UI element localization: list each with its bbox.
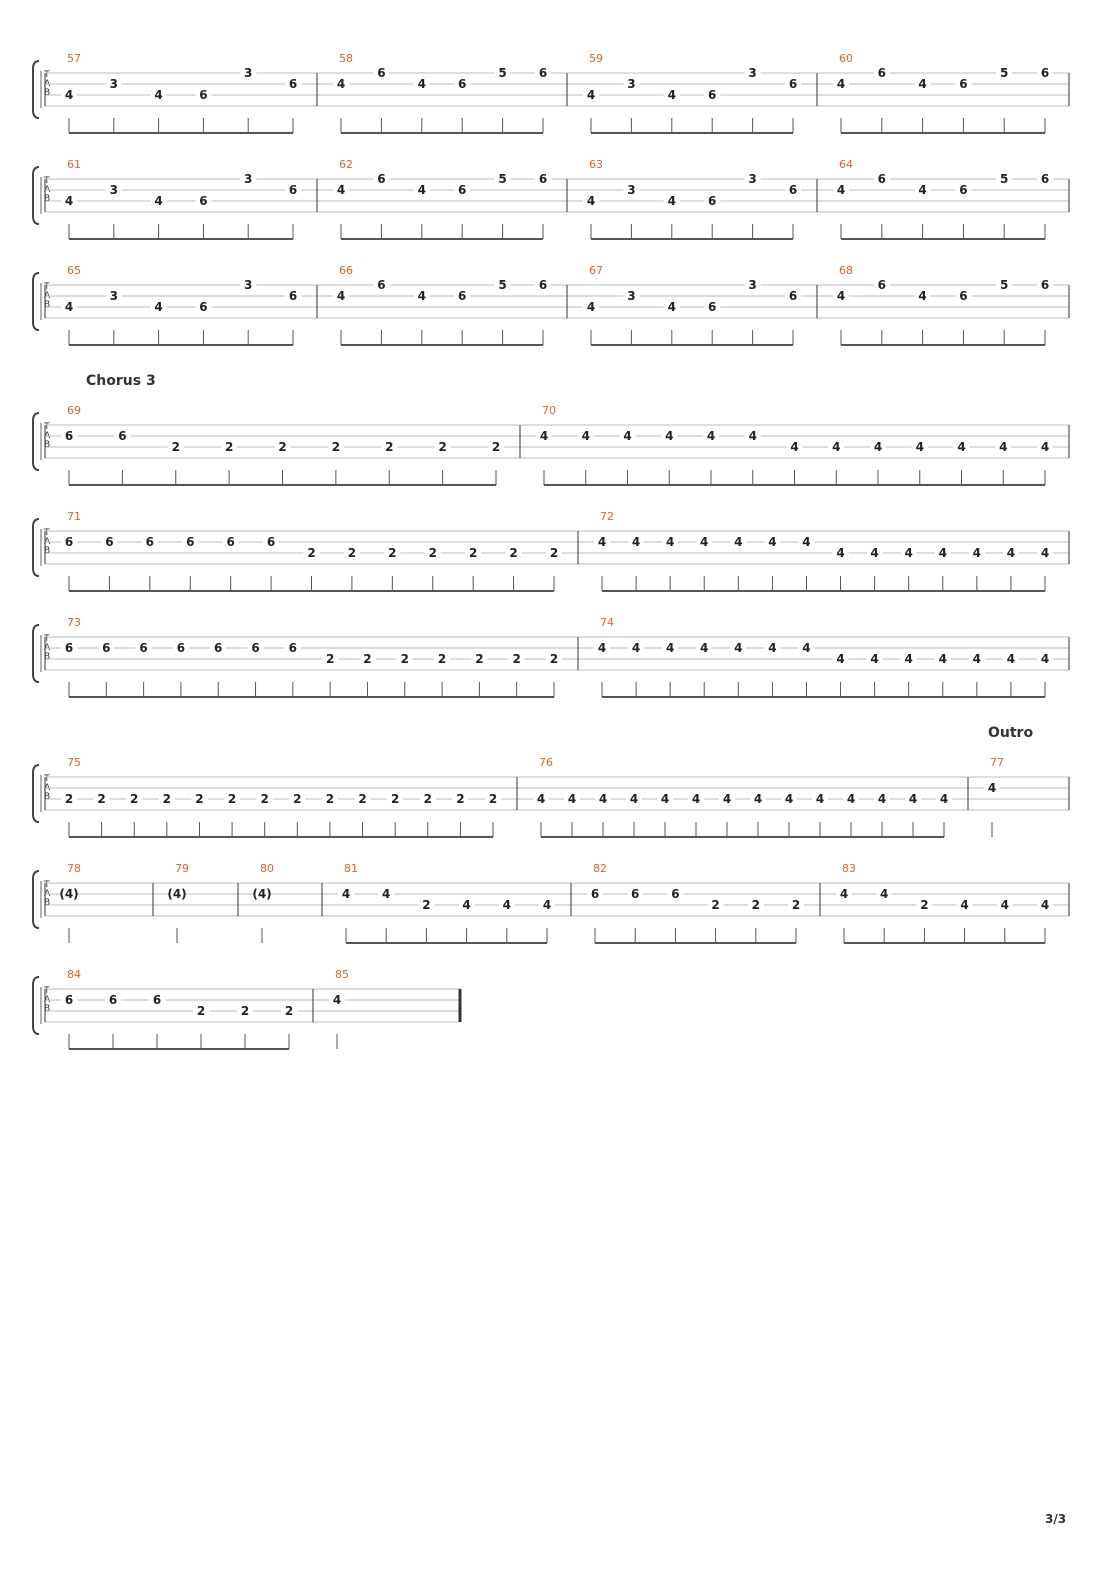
- fret-number: 4: [154, 88, 163, 102]
- fret-number: (4): [59, 887, 79, 901]
- fret-number: 2: [711, 898, 720, 912]
- measure-number: 80: [260, 862, 274, 875]
- fret-number: (4): [252, 887, 272, 901]
- measure-number: 61: [67, 158, 81, 171]
- fret-number: 2: [549, 546, 559, 560]
- staff-system: [33, 404, 1069, 485]
- fret-number: 4: [768, 641, 777, 655]
- fret-number: 4: [815, 792, 825, 806]
- tab-clef-letter: A: [44, 431, 51, 441]
- fret-number: 4: [836, 652, 845, 666]
- staff-system: [33, 756, 1069, 837]
- fret-number: 4: [768, 535, 777, 549]
- fret-number: 6: [708, 88, 717, 102]
- measure-number: 73: [67, 616, 81, 629]
- fret-number: 2: [307, 546, 316, 560]
- fret-number: 2: [509, 546, 518, 560]
- measure-number: 85: [335, 968, 349, 981]
- fret-number: 2: [491, 440, 501, 454]
- fret-number: 4: [667, 88, 676, 102]
- measure-number: 69: [67, 404, 81, 417]
- fret-number: 2: [468, 546, 478, 560]
- fret-number: 3: [109, 289, 118, 303]
- fret-number: 6: [145, 535, 155, 549]
- fret-number: 2: [422, 898, 431, 912]
- fret-number: 4: [802, 535, 811, 549]
- fret-number: 2: [325, 792, 335, 806]
- fret-number: 4: [877, 792, 887, 806]
- fret-number: 4: [629, 792, 639, 806]
- fret-number: 6: [288, 183, 298, 197]
- measure-number: 64: [839, 158, 853, 171]
- fret-number: 4: [336, 77, 346, 91]
- fret-number: 6: [1040, 172, 1050, 186]
- fret-number: 4: [918, 183, 927, 197]
- fret-number: 6: [152, 993, 162, 1007]
- fret-number: 6: [186, 535, 195, 549]
- fret-number: 2: [227, 792, 237, 806]
- fret-number: 2: [196, 1004, 206, 1018]
- tab-clef-letter: B: [44, 792, 51, 802]
- fret-number: 6: [251, 641, 260, 655]
- tab-clef-letter: T: [44, 880, 50, 890]
- fret-number: 6: [64, 993, 74, 1007]
- fret-number: 6: [877, 66, 886, 80]
- fret-number: 6: [458, 183, 467, 197]
- measure-number: 74: [600, 616, 614, 629]
- fret-number: 6: [226, 535, 235, 549]
- tab-clef-letter: A: [44, 185, 51, 195]
- system-brace: [33, 519, 39, 576]
- measure-number: 66: [339, 264, 353, 277]
- fret-number: 4: [748, 429, 757, 443]
- fret-number: 6: [105, 535, 114, 549]
- fret-number: 4: [790, 440, 799, 454]
- fret-number: 4: [1040, 652, 1050, 666]
- fret-number: 2: [475, 652, 484, 666]
- measure-number: 70: [542, 404, 556, 417]
- system-brace: [33, 61, 39, 118]
- fret-number: 5: [498, 172, 507, 186]
- fret-number: 2: [130, 792, 139, 806]
- fret-number: 2: [549, 652, 559, 666]
- fret-number: 2: [437, 652, 447, 666]
- tab-clef-letter: A: [44, 291, 51, 301]
- fret-number: 3: [244, 66, 253, 80]
- fret-number: 4: [987, 781, 997, 795]
- tab-clef-letter: B: [44, 546, 51, 556]
- fret-number: 3: [109, 77, 118, 91]
- fret-number: 6: [590, 887, 600, 901]
- fret-number: 4: [880, 887, 889, 901]
- fret-number: 2: [456, 792, 465, 806]
- fret-number: 4: [539, 429, 549, 443]
- fret-number: 4: [1006, 652, 1016, 666]
- fret-number: 6: [671, 887, 680, 901]
- measure-number: 76: [539, 756, 553, 769]
- fret-number: 2: [920, 898, 929, 912]
- fret-number: 4: [1040, 898, 1050, 912]
- fret-number: 2: [224, 440, 234, 454]
- fret-number: 6: [631, 887, 640, 901]
- fret-number: 6: [1040, 278, 1050, 292]
- fret-number: 6: [877, 172, 886, 186]
- fret-number: 2: [97, 792, 106, 806]
- fret-number: 4: [417, 183, 426, 197]
- measure-number: 71: [67, 510, 81, 523]
- fret-number: 3: [244, 172, 253, 186]
- staff-system: [33, 158, 1069, 239]
- page-number: 3/3: [1045, 1512, 1067, 1526]
- fret-number: 6: [199, 300, 208, 314]
- fret-number: 6: [199, 194, 208, 208]
- section-label-chorus-3: Chorus 3: [86, 373, 156, 389]
- fret-number: 4: [999, 440, 1008, 454]
- tab-clef-letter: T: [44, 774, 50, 784]
- fret-number: 6: [708, 300, 717, 314]
- fret-number: 4: [1006, 546, 1016, 560]
- measure-number: 67: [589, 264, 603, 277]
- staff-system: [33, 52, 1069, 133]
- fret-number: 4: [918, 289, 927, 303]
- fret-number: 2: [358, 792, 367, 806]
- fret-number: 4: [586, 300, 596, 314]
- fret-number: 6: [458, 289, 467, 303]
- tab-clef-letter: B: [44, 194, 51, 204]
- fret-number: 4: [904, 652, 913, 666]
- fret-number: 2: [385, 440, 394, 454]
- tab-clef-letter: T: [44, 986, 50, 996]
- tab-clef-letter: T: [44, 70, 50, 80]
- fret-number: 4: [839, 887, 849, 901]
- fret-number: 4: [836, 546, 845, 560]
- fret-number: 6: [458, 77, 467, 91]
- fret-number: 2: [325, 652, 335, 666]
- fret-number: 4: [908, 792, 918, 806]
- fret-number: 4: [802, 641, 811, 655]
- fret-number: 4: [660, 792, 670, 806]
- fret-number: 4: [154, 194, 163, 208]
- staff-system: [33, 616, 1069, 697]
- fret-number: 4: [597, 535, 607, 549]
- fret-number: 2: [347, 546, 357, 560]
- fret-number: 5: [498, 278, 507, 292]
- measure-number: 63: [589, 158, 603, 171]
- tab-clef-letter: B: [44, 898, 51, 908]
- fret-number: 4: [1000, 898, 1009, 912]
- fret-number: 4: [567, 792, 577, 806]
- fret-number: 6: [708, 194, 717, 208]
- fret-number: 4: [832, 440, 841, 454]
- fret-number: 4: [870, 652, 879, 666]
- fret-number: 2: [791, 898, 801, 912]
- fret-number: 4: [667, 194, 676, 208]
- system-brace: [33, 977, 39, 1034]
- fret-number: 2: [195, 792, 204, 806]
- fret-number: 4: [154, 300, 163, 314]
- fret-number: 2: [162, 792, 172, 806]
- fret-number: 4: [64, 194, 74, 208]
- fret-number: 6: [538, 172, 548, 186]
- fret-number: 4: [417, 77, 426, 91]
- fret-number: 4: [691, 792, 701, 806]
- fret-number: 6: [288, 641, 298, 655]
- fret-number: 4: [462, 898, 471, 912]
- fret-number: 4: [586, 194, 596, 208]
- fret-number: (4): [167, 887, 187, 901]
- fret-number: 4: [836, 77, 846, 91]
- fret-number: 4: [915, 440, 924, 454]
- fret-number: 4: [64, 88, 74, 102]
- fret-number: 4: [382, 887, 391, 901]
- measure-number: 57: [67, 52, 81, 65]
- fret-number: 4: [836, 183, 846, 197]
- fret-number: 6: [288, 289, 298, 303]
- tab-clef-letter: A: [44, 643, 51, 653]
- fret-number: 2: [240, 1004, 250, 1018]
- fret-number: 4: [536, 792, 546, 806]
- measure-number: 62: [339, 158, 353, 171]
- fret-number: 2: [171, 440, 180, 454]
- fret-number: 2: [64, 792, 74, 806]
- fret-number: 6: [64, 535, 74, 549]
- fret-number: 4: [960, 898, 969, 912]
- fret-number: 4: [972, 546, 982, 560]
- fret-number: 4: [332, 993, 342, 1007]
- fret-number: 6: [199, 88, 208, 102]
- fret-number: 6: [118, 429, 127, 443]
- fret-number: 4: [64, 300, 74, 314]
- fret-number: 5: [1000, 66, 1009, 80]
- fret-number: 4: [700, 641, 709, 655]
- measure-number: 79: [175, 862, 189, 875]
- measure-number: 75: [67, 756, 81, 769]
- system-brace: [33, 273, 39, 330]
- fret-number: 2: [488, 792, 498, 806]
- fret-number: 2: [331, 440, 341, 454]
- tab-clef-letter: A: [44, 995, 51, 1005]
- fret-number: 6: [377, 66, 386, 80]
- tab-clef-letter: A: [44, 889, 51, 899]
- fret-number: 6: [959, 289, 968, 303]
- fret-number: 2: [293, 792, 302, 806]
- fret-number: 2: [388, 546, 397, 560]
- fret-number: 6: [139, 641, 148, 655]
- fret-number: 4: [631, 535, 641, 549]
- system-brace: [33, 765, 39, 822]
- fret-number: 2: [390, 792, 400, 806]
- fret-number: 2: [400, 652, 409, 666]
- measure-number: 83: [842, 862, 856, 875]
- fret-number: 2: [284, 1004, 294, 1018]
- tab-clef-letter: T: [44, 176, 50, 186]
- measure-number: 59: [589, 52, 603, 65]
- fret-number: 6: [377, 278, 386, 292]
- tab-clef-letter: B: [44, 1004, 51, 1014]
- fret-number: 3: [109, 183, 118, 197]
- measure-number: 78: [67, 862, 81, 875]
- fret-number: 3: [627, 183, 636, 197]
- measure-number: 60: [839, 52, 853, 65]
- measure-number: 84: [67, 968, 81, 981]
- tab-clef-letter: T: [44, 282, 50, 292]
- fret-number: 6: [64, 641, 74, 655]
- fret-number: 4: [597, 641, 607, 655]
- fret-number: 6: [377, 172, 386, 186]
- fret-number: 4: [846, 792, 856, 806]
- fret-number: 3: [748, 66, 757, 80]
- tab-clef-letter: B: [44, 440, 51, 450]
- fret-number: 4: [972, 652, 982, 666]
- fret-number: 2: [438, 440, 447, 454]
- fret-number: 4: [753, 792, 763, 806]
- tab-clef-letter: A: [44, 783, 51, 793]
- staff-system: [33, 968, 460, 1049]
- fret-number: 4: [1040, 546, 1050, 560]
- fret-number: 4: [700, 535, 709, 549]
- section-label-outro: Outro: [988, 725, 1034, 741]
- fret-number: 3: [748, 278, 757, 292]
- fret-number: 4: [586, 88, 596, 102]
- fret-number: 4: [631, 641, 641, 655]
- measure-number: 68: [839, 264, 853, 277]
- tab-clef-letter: T: [44, 422, 50, 432]
- staff-system: [33, 862, 1069, 943]
- fret-number: 4: [904, 546, 913, 560]
- fret-number: 6: [64, 429, 74, 443]
- fret-number: 6: [788, 183, 798, 197]
- fret-number: 4: [873, 440, 883, 454]
- fret-number: 3: [244, 278, 253, 292]
- tab-clef-letter: T: [44, 528, 50, 538]
- fret-number: 4: [336, 183, 346, 197]
- fret-number: 6: [788, 289, 798, 303]
- fret-number: 6: [877, 278, 886, 292]
- system-brace: [33, 871, 39, 928]
- fret-number: 4: [734, 535, 743, 549]
- fret-number: 2: [260, 792, 269, 806]
- fret-number: 4: [417, 289, 426, 303]
- fret-number: 4: [836, 289, 846, 303]
- fret-number: 4: [598, 792, 608, 806]
- fret-number: 4: [870, 546, 879, 560]
- fret-number: 4: [341, 887, 351, 901]
- fret-number: 4: [939, 792, 949, 806]
- fret-number: 2: [278, 440, 287, 454]
- measure-number: 81: [344, 862, 358, 875]
- tab-clef-letter: B: [44, 88, 51, 98]
- fret-number: 4: [938, 652, 947, 666]
- measure-number: 58: [339, 52, 353, 65]
- fret-number: 4: [623, 429, 632, 443]
- fret-number: 6: [538, 278, 548, 292]
- staff-systems: [33, 52, 1069, 1049]
- fret-number: 5: [1000, 172, 1009, 186]
- fret-number: 2: [363, 652, 372, 666]
- fret-number: 6: [959, 183, 968, 197]
- measure-number: 72: [600, 510, 614, 523]
- fret-number: 4: [1040, 440, 1050, 454]
- fret-number: 4: [336, 289, 346, 303]
- measure-number: 77: [990, 756, 1004, 769]
- fret-number: 6: [788, 77, 798, 91]
- measure-number: 65: [67, 264, 81, 277]
- fret-number: 4: [665, 641, 675, 655]
- tab-clef-letter: A: [44, 79, 51, 89]
- fret-number: 5: [1000, 278, 1009, 292]
- tab-clef-letter: A: [44, 537, 51, 547]
- fret-number: 6: [1040, 66, 1050, 80]
- fret-number: 4: [542, 898, 552, 912]
- fret-number: 2: [751, 898, 760, 912]
- fret-number: 4: [665, 535, 675, 549]
- fret-number: 3: [627, 77, 636, 91]
- fret-number: 6: [266, 535, 276, 549]
- staff-system: [33, 264, 1069, 345]
- fret-number: 4: [957, 440, 966, 454]
- fret-number: 3: [748, 172, 757, 186]
- fret-number: 4: [581, 429, 590, 443]
- system-brace: [33, 167, 39, 224]
- system-brace: [33, 625, 39, 682]
- fret-number: 4: [502, 898, 511, 912]
- system-brace: [33, 413, 39, 470]
- tab-clef-letter: B: [44, 300, 51, 310]
- fret-number: 6: [214, 641, 223, 655]
- fret-number: 4: [938, 546, 947, 560]
- fret-number: 4: [665, 429, 674, 443]
- measure-number: 82: [593, 862, 607, 875]
- fret-number: 6: [538, 66, 548, 80]
- fret-number: 6: [288, 77, 298, 91]
- fret-number: 4: [706, 429, 716, 443]
- tab-clef-letter: B: [44, 652, 51, 662]
- fret-number: 4: [667, 300, 676, 314]
- fret-number: 6: [959, 77, 968, 91]
- fret-number: 2: [428, 546, 437, 560]
- fret-number: 6: [176, 641, 186, 655]
- fret-number: 3: [627, 289, 636, 303]
- fret-number: 2: [512, 652, 521, 666]
- fret-number: 4: [734, 641, 743, 655]
- fret-number: 2: [423, 792, 432, 806]
- fret-number: 6: [102, 641, 111, 655]
- staff-system: [33, 510, 1069, 591]
- fret-number: 4: [918, 77, 927, 91]
- fret-number: 4: [722, 792, 732, 806]
- fret-number: 4: [784, 792, 794, 806]
- tab-clef-letter: T: [44, 634, 50, 644]
- fret-number: 6: [108, 993, 118, 1007]
- fret-number: 5: [498, 66, 507, 80]
